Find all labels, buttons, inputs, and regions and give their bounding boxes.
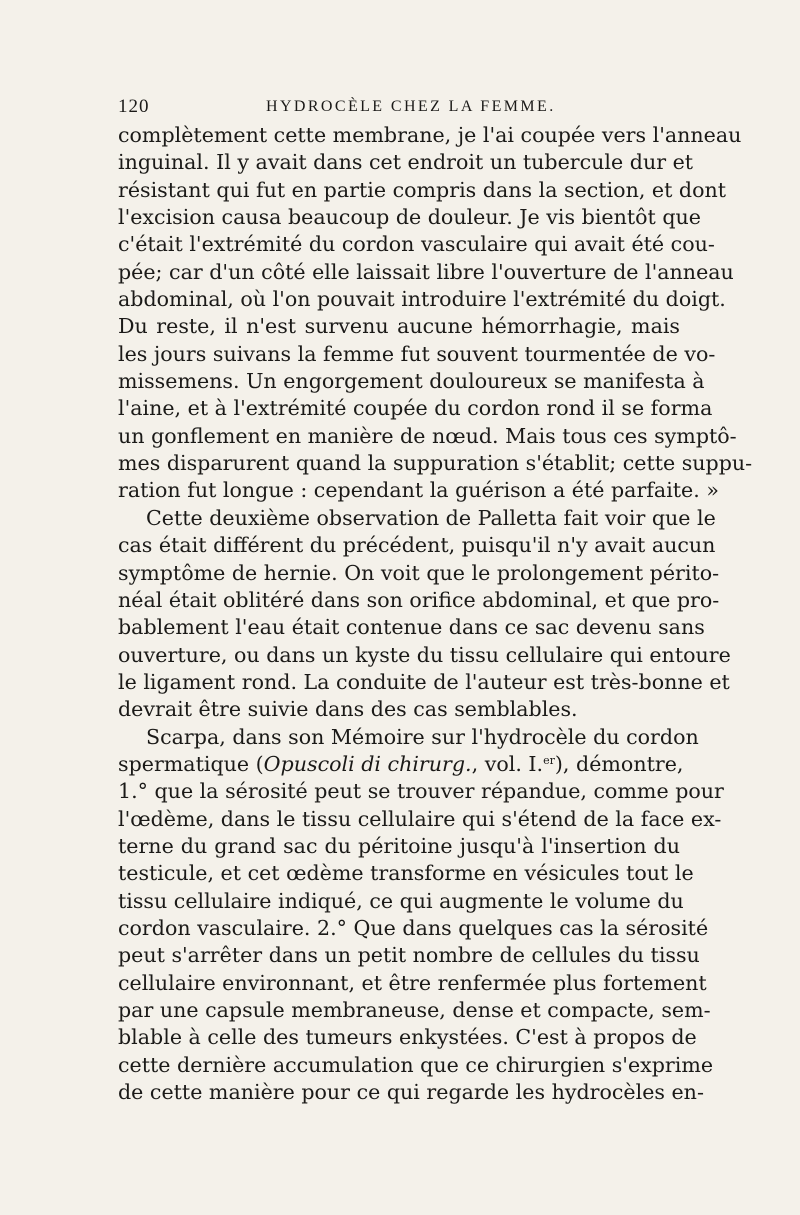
text-line: l'excision causa beaucoup de douleur. Je vis bientôt que xyxy=(118,205,701,230)
text-line: complètement cette membrane, je l'ai coupée vers l'anneau xyxy=(118,123,742,147)
text-fragment: er xyxy=(543,753,555,767)
text-line: Du reste, il n'est survenu aucune hémorrhagie, mais xyxy=(118,314,680,339)
text-line: un gonflement en manière de nœud. Mais tous ces symptô- xyxy=(118,423,737,448)
page-header xyxy=(118,96,678,122)
text-line: Cette deuxième observation de Palletta fait voir que le xyxy=(146,505,716,530)
text-line: ouverture, ou dans un kyste du tissu cellulaire qui entoure xyxy=(118,642,731,667)
text-line: abdominal, où l'on pouvait introduire l'extrémité du doigt. xyxy=(118,287,726,312)
text-fragment: spermatique ( xyxy=(118,751,264,776)
text-line: cette dernière accumulation que ce chirurgien s'exprime xyxy=(118,1052,714,1077)
text-line: blable à celle des tumeurs enkystées. C'est à propos de xyxy=(118,1025,697,1050)
text-line: résistant qui fut en partie compris dans la section, et dont xyxy=(118,177,727,202)
paragraph xyxy=(118,724,724,1107)
text-line: inguinal. Il y avait dans cet endroit un tubercule dur et xyxy=(118,150,694,175)
text-line: Scarpa, dans son Mémoire sur l'hydrocèle du cordon xyxy=(146,724,699,749)
page-number: 120 xyxy=(118,96,150,117)
text-line: terne du grand sac du péritoine jusqu'à l'insertion du xyxy=(118,833,680,858)
text-line: devrait être suivie dans des cas semblables. xyxy=(118,697,578,722)
text-line: testicule, et cet œdème transforme en vésicules tout le xyxy=(118,861,694,886)
text-line: les jours suivans la femme fut souvent tourmentée de vo- xyxy=(118,341,716,366)
text-fragment: Opuscoli di chirurg. xyxy=(263,751,472,776)
text-line: c'était l'extrémité du cordon vasculaire qui avait été cou- xyxy=(118,232,715,257)
paragraph xyxy=(118,505,731,724)
text-line: cordon vasculaire. 2.° Que dans quelques cas la sérosité xyxy=(118,915,709,940)
text-line: par une capsule membraneuse, dense et compacte, sem- xyxy=(118,998,711,1022)
text-line: mes disparurent quand la suppuration s'établit; cette suppu- xyxy=(118,451,753,476)
text-line: pée; car d'un côté elle laissait libre l'ouverture de l'anneau xyxy=(118,259,734,284)
text-line: l'œdème, dans le tissu cellulaire qui s'étend de la face ex- xyxy=(118,806,722,831)
text-line: missemens. Un engorgement douloureux se manifesta à xyxy=(118,369,705,394)
text-line: le ligament rond. La conduite de l'auteur est très-bonne et xyxy=(118,669,730,694)
text-line: cellulaire environnant, et être renfermée plus fortement xyxy=(118,970,707,995)
text-line: symptôme de hernie. On voit que le prolongement périto- xyxy=(118,560,720,585)
text-fragment: ), démontre, xyxy=(554,751,684,776)
text-line: néal était oblitéré dans son orifice abdominal, et que pro- xyxy=(118,587,720,612)
text-line: cas était différent du précédent, puisqu'il n'y avait aucun xyxy=(118,533,716,558)
text-line: ration fut longue : cependant la guérison a été parfaite. » xyxy=(118,478,719,503)
text-line: bablement l'eau était contenue dans ce sac devenu sans xyxy=(118,615,705,640)
text-fragment: , vol. I. xyxy=(471,751,544,776)
page-body-text xyxy=(118,122,753,1106)
text-line: 1.° que la sérosité peut se trouver répandue, comme pour xyxy=(118,779,724,804)
text-line: l'aine, et à l'extrémité coupée du cordon rond il se forma xyxy=(118,396,713,421)
text-line: de cette manière pour ce qui regarde les hydrocèles en- xyxy=(118,1080,704,1105)
text-line: peut s'arrêter dans un petit nombre de cellules du tissu xyxy=(118,943,700,968)
running-title: HYDROCÈLE CHEZ LA FEMME. xyxy=(266,98,556,115)
text-line: tissu cellulaire indiqué, ce qui augmente le volume du xyxy=(118,888,684,913)
text-line xyxy=(118,751,684,778)
paragraph xyxy=(118,122,753,505)
